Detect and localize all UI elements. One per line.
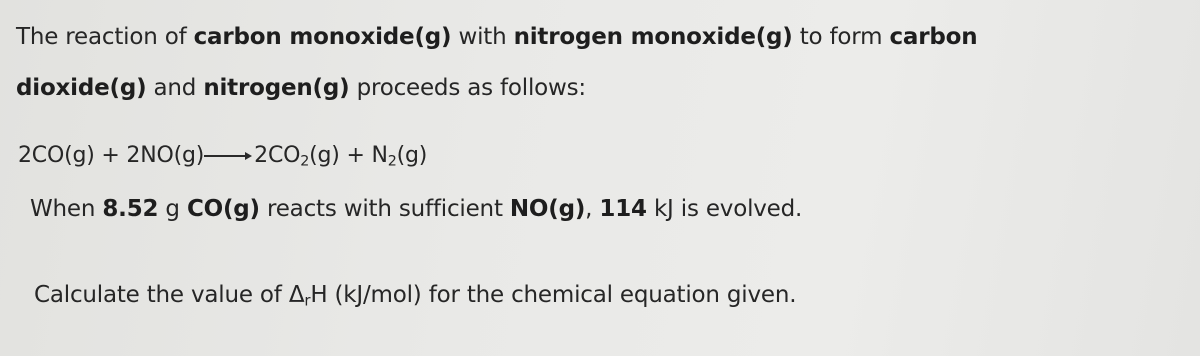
question-text	[34, 282, 796, 308]
reaction-arrow-icon	[204, 151, 252, 161]
product-name-nitrogen: nitrogen(g)	[203, 75, 350, 101]
intro-text-line-2	[16, 75, 586, 101]
product-name-carbon: carbon	[889, 24, 978, 50]
given-species-no: NO(g)	[509, 196, 586, 222]
product-name-dioxide: dioxide(g)	[16, 75, 147, 101]
intro-text: proceeds as follows:	[349, 75, 586, 101]
subscript: 2	[300, 153, 310, 170]
equation-product-text: (g)	[396, 143, 428, 168]
question-text-part: Calculate the value of	[34, 282, 289, 308]
energy-value: 114	[599, 196, 647, 222]
subscript: 2	[387, 153, 397, 170]
intro-text: to form	[792, 24, 890, 50]
given-text: kJ is evolved.	[646, 196, 803, 222]
given-text: When	[30, 196, 103, 222]
intro-text: and	[146, 75, 204, 101]
intro-text: The reaction of	[16, 24, 194, 50]
mass-value: 8.52	[102, 196, 159, 222]
given-species-co: CO(g)	[186, 196, 260, 222]
intro-text: with	[451, 24, 514, 50]
equation-product-co2: 2CO	[254, 143, 301, 168]
reactant-name-nitrogen-monoxide: nitrogen monoxide(g)	[513, 24, 793, 50]
question-text-part: H (kJ/mol) for the chemical equation given.	[310, 282, 797, 308]
given-data	[30, 196, 802, 222]
equation-product-text: (g) + N	[309, 143, 388, 168]
intro-text-line-1	[16, 24, 977, 50]
chemical-equation	[18, 143, 427, 168]
equation-reactants: 2CO(g) + 2NO(g)	[18, 143, 205, 168]
given-text: reacts with sufficient	[259, 196, 510, 222]
given-text: ,	[585, 196, 600, 222]
mass-unit: g	[158, 196, 187, 222]
reactant-name-carbon-monoxide: carbon monoxide(g)	[193, 24, 452, 50]
delta-symbol: Δ	[288, 282, 305, 308]
delta-subscript: r	[304, 291, 311, 310]
